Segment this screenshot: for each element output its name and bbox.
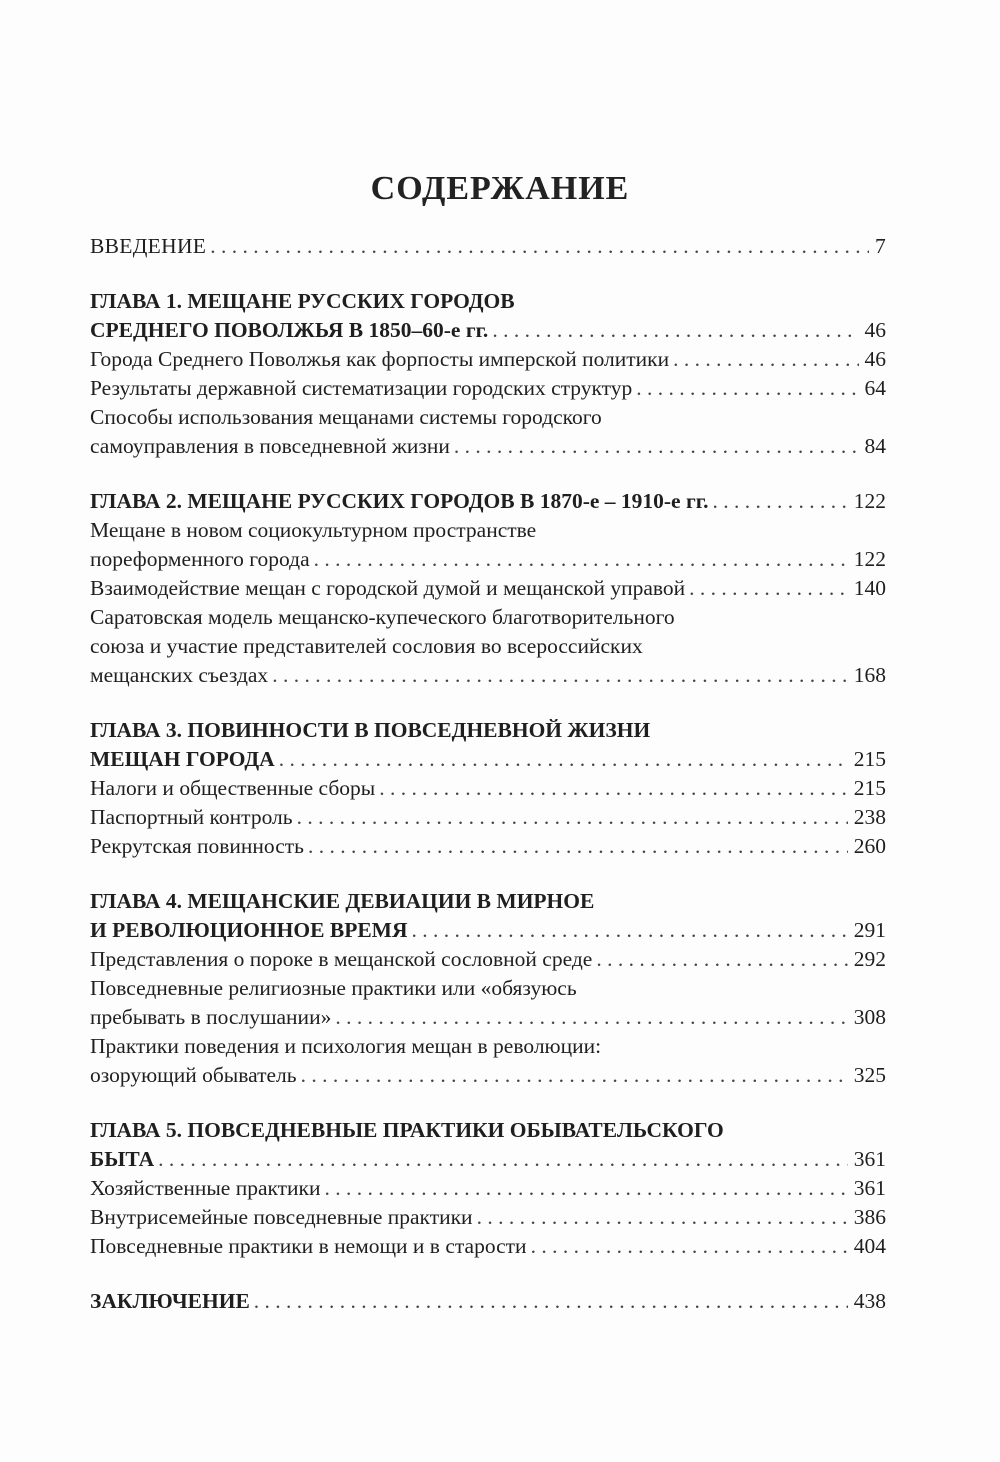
leader-dots xyxy=(596,945,847,974)
chapter-title-line[interactable]: ГЛАВА 5. ПОВСЕДНЕВНЫЕ ПРАКТИКИ ОБЫВАТЕЛЬСКОГО xyxy=(90,1118,724,1142)
chapter-title-entry[interactable] xyxy=(90,316,886,345)
toc-page-number: 386 xyxy=(853,1205,886,1229)
section-title: Повседневные практики в немощи и в старости xyxy=(90,1234,527,1258)
toc-chapter-5 xyxy=(90,1116,886,1261)
leader-dots xyxy=(492,316,858,345)
toc-entry-title: ВВЕДЕНИЕ xyxy=(90,234,207,258)
chapter-title-line: И РЕВОЛЮЦИОННОЕ ВРЕМЯ xyxy=(90,918,408,942)
toc-section[interactable] xyxy=(90,832,886,861)
section-title-line[interactable]: Мещане в новом социокультурном пространстве xyxy=(90,518,537,542)
toc-section[interactable] xyxy=(90,545,886,574)
toc-page-number: 291 xyxy=(853,918,886,942)
toc-section[interactable] xyxy=(90,945,886,974)
toc-page-number: 292 xyxy=(853,947,886,971)
toc-page-number: 438 xyxy=(853,1289,886,1313)
section-title: Результаты державной систематизации городских структур xyxy=(90,376,633,400)
section-title: озорующий обыватель xyxy=(90,1063,297,1087)
leader-dots xyxy=(712,487,847,516)
toc-page-number: 46 xyxy=(864,347,886,371)
toc-page-number: 260 xyxy=(853,834,886,858)
toc-page-number: 361 xyxy=(853,1147,886,1171)
chapter-title-entry[interactable] xyxy=(90,745,886,774)
toc-page-number: 84 xyxy=(864,434,886,458)
section-title-line[interactable]: Саратовская модель мещанско-купеческого благотворительного xyxy=(90,605,675,629)
leader-dots xyxy=(210,232,869,261)
section-title: Внутрисемейные повседневные практики xyxy=(90,1205,473,1229)
toc-section[interactable] xyxy=(90,574,886,603)
toc-page-number: 140 xyxy=(853,576,886,600)
toc-chapter-2 xyxy=(90,487,886,690)
toc-section[interactable] xyxy=(90,1061,886,1090)
leader-dots xyxy=(308,832,848,861)
section-title: самоуправления в повседневной жизни xyxy=(90,434,450,458)
leader-dots xyxy=(454,432,859,461)
section-title-line[interactable]: Способы использования мещанами системы городского xyxy=(90,405,602,429)
leader-dots xyxy=(158,1145,848,1174)
toc-page-number: 404 xyxy=(853,1234,886,1258)
section-title: Рекрутская повинность xyxy=(90,834,304,858)
toc-chapter-4 xyxy=(90,887,886,1090)
leader-dots xyxy=(477,1203,848,1232)
toc-page-number: 64 xyxy=(864,376,886,400)
toc-page-number: 238 xyxy=(853,805,886,829)
chapter-title-line: МЕЩАН ГОРОДА xyxy=(90,747,275,771)
toc-section[interactable] xyxy=(90,1203,886,1232)
leader-dots xyxy=(673,345,858,374)
leader-dots xyxy=(297,803,848,832)
toc-section[interactable] xyxy=(90,774,886,803)
toc-section[interactable] xyxy=(90,1174,886,1203)
section-title-line[interactable]: союза и участие представителей сословия во всероссийских xyxy=(90,634,643,658)
leader-dots xyxy=(301,1061,848,1090)
section-title: Хозяйственные практики xyxy=(90,1176,321,1200)
toc-page-number: 215 xyxy=(853,747,886,771)
leader-dots xyxy=(314,545,848,574)
section-title: Паспортный контроль xyxy=(90,805,293,829)
section-title: пореформенного города xyxy=(90,547,310,571)
section-title: Города Среднего Поволжья как форпосты имперской политики xyxy=(90,347,670,371)
leader-dots xyxy=(689,574,848,603)
toc-entry-conclusion[interactable] xyxy=(90,1287,886,1316)
toc-section[interactable] xyxy=(90,374,886,403)
toc-page-number: 7 xyxy=(874,234,886,258)
toc-entry-introduction[interactable] xyxy=(90,232,886,261)
section-title: Налоги и общественные сборы xyxy=(90,776,376,800)
toc-section[interactable] xyxy=(90,1003,886,1032)
chapter-title-line[interactable]: ГЛАВА 4. МЕЩАНСКИЕ ДЕВИАЦИИ В МИРНОЕ xyxy=(90,889,595,913)
section-title: мещанских съездах xyxy=(90,663,269,687)
leader-dots xyxy=(411,916,847,945)
toc-page-number: 122 xyxy=(853,547,886,571)
toc-page-number: 325 xyxy=(853,1063,886,1087)
toc-section[interactable] xyxy=(90,432,886,461)
section-title-line[interactable]: Практики поведения и психология мещан в революции: xyxy=(90,1034,602,1058)
leader-dots xyxy=(531,1232,848,1261)
chapter-title-entry[interactable] xyxy=(90,1145,886,1174)
chapter-title-line: БЫТА xyxy=(90,1147,155,1171)
chapter-title-line: ГЛАВА 2. МЕЩАНЕ РУССКИХ ГОРОДОВ В 1870-е – 1910-е гг. xyxy=(90,489,709,513)
table-of-contents xyxy=(90,232,886,1316)
toc-page-number: 122 xyxy=(853,489,886,513)
toc-entry-title: ЗАКЛЮЧЕНИЕ xyxy=(90,1289,250,1313)
section-title: Взаимодействие мещан с городской думой и мещанской управой xyxy=(90,576,686,600)
toc-section[interactable] xyxy=(90,1232,886,1261)
toc-page-number: 215 xyxy=(853,776,886,800)
chapter-title-line: СРЕДНЕГО ПОВОЛЖЬЯ В 1850–60-е гг. xyxy=(90,318,489,342)
toc-page-number: 361 xyxy=(853,1176,886,1200)
chapter-title-line[interactable]: ГЛАВА 3. ПОВИННОСТИ В ПОВСЕДНЕВНОЙ ЖИЗНИ xyxy=(90,718,651,742)
toc-chapter-3 xyxy=(90,716,886,861)
toc-chapter-1 xyxy=(90,287,886,461)
chapter-title-entry[interactable] xyxy=(90,487,886,516)
section-title: пребывать в послушании» xyxy=(90,1005,332,1029)
section-title: Представления о пороке в мещанской сословной среде xyxy=(90,947,593,971)
chapter-title-line[interactable]: ГЛАВА 1. МЕЩАНЕ РУССКИХ ГОРОДОВ xyxy=(90,289,515,313)
leader-dots xyxy=(379,774,848,803)
leader-dots xyxy=(254,1287,848,1316)
toc-page-number: 46 xyxy=(864,318,886,342)
leader-dots xyxy=(335,1003,847,1032)
page-title: СОДЕРЖАНИЕ xyxy=(370,170,630,207)
section-title-line[interactable]: Повседневные религиозные практики или «обязуюсь xyxy=(90,976,577,1000)
toc-page-number: 308 xyxy=(853,1005,886,1029)
toc-section[interactable] xyxy=(90,345,886,374)
leader-dots xyxy=(325,1174,848,1203)
toc-section[interactable] xyxy=(90,661,886,690)
leader-dots xyxy=(636,374,858,403)
toc-page-number: 168 xyxy=(853,663,886,687)
leader-dots xyxy=(279,745,848,774)
chapter-title-entry[interactable] xyxy=(90,916,886,945)
leader-dots xyxy=(272,661,848,690)
toc-section[interactable] xyxy=(90,803,886,832)
